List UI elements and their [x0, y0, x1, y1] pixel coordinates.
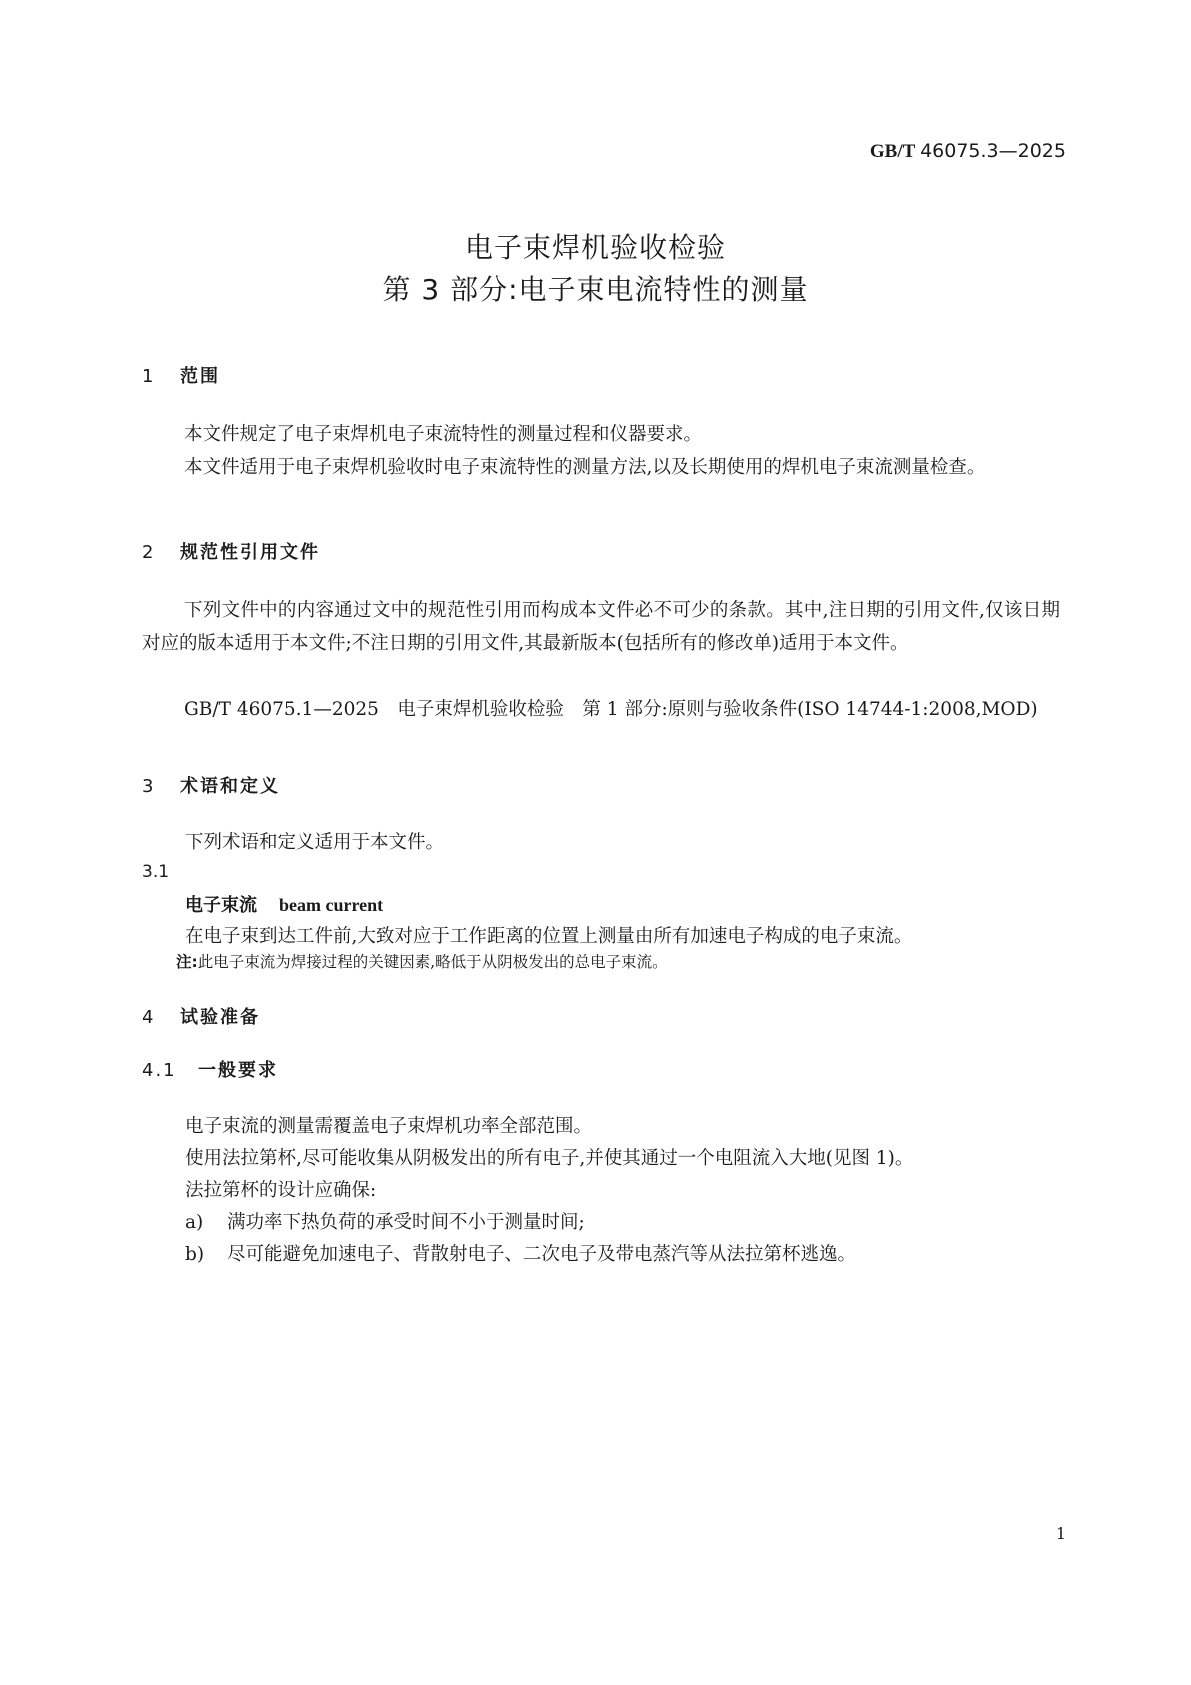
- term-number: 3.1: [142, 862, 170, 882]
- term-english: beam current: [279, 895, 384, 915]
- section-4-heading: [142, 1003, 260, 1029]
- code-number: 46075.3—2025: [920, 140, 1066, 162]
- term-entry: [185, 891, 383, 917]
- section-1-title: 范围: [180, 366, 220, 387]
- title-line-1: 电子束焊机验收检验: [464, 231, 726, 264]
- section-3-heading: [142, 772, 280, 798]
- section-3-title: 术语和定义: [180, 776, 280, 797]
- section-1-number: 1: [142, 366, 156, 387]
- list-marker: a): [185, 1212, 204, 1233]
- note-text: 此电子束流为焊接过程的关键因素,略低于从阴极发出的总电子束流。: [197, 953, 668, 971]
- section-1-paragraph-1: 本文件规定了电子束焊机电子束流特性的测量过程和仪器要求。: [184, 424, 703, 445]
- list-text: 满功率下热负荷的承受时间不小于测量时间;: [227, 1212, 585, 1233]
- section-2-title: 规范性引用文件: [180, 542, 320, 563]
- subsection-4-1-number: 4.1: [142, 1060, 177, 1081]
- subsection-4-1-heading: [142, 1056, 278, 1082]
- section-2-paragraph-1: 下列文件中的内容通过文中的规范性引用而构成本文件必不可少的条款。其中,注日期的引用文件,仅该日期对应的版本适用于本文件;不注日期的引用文件,其最新版本(包括所有的修改单)适用于本文件。: [142, 600, 1060, 654]
- normative-reference: GB/T 46075.1—2025 电子束焊机验收检验 第 1 部分:原则与验收条件(ISO 14744-1:2008,MOD): [184, 699, 1038, 720]
- section-4-paragraph-2: 使用法拉第杯,尽可能收集从阴极发出的所有电子,并使其通过一个电阻流入大地(见图 1)。: [185, 1148, 914, 1169]
- section-4-paragraph-3: 法拉第杯的设计应确保:: [185, 1180, 377, 1201]
- note-label: 注:: [176, 953, 198, 971]
- term-chinese: 电子束流: [185, 895, 257, 916]
- section-3-paragraph-1: 下列术语和定义适用于本文件。: [185, 832, 445, 853]
- term-note: [176, 950, 668, 972]
- subsection-4-1-title: 一般要求: [198, 1060, 278, 1081]
- list-text: 尽可能避免加速电子、背散射电子、二次电子及带电蒸汽等从法拉第杯逃逸。: [227, 1244, 857, 1265]
- list-marker: b): [185, 1244, 205, 1265]
- code-prefix: GB/T: [869, 141, 916, 162]
- section-3-number: 3: [142, 776, 156, 797]
- section-1-heading: [142, 362, 220, 388]
- term-definition: 在电子束到达工件前,大致对应于工作距离的位置上测量由所有加速电子构成的电子束流。: [185, 926, 913, 947]
- title-line-2: 第 3 部分:电子束电流特性的测量: [382, 273, 809, 306]
- section-2-number: 2: [142, 542, 156, 563]
- section-4-title: 试验准备: [180, 1007, 260, 1028]
- section-2-heading: [142, 538, 320, 564]
- section-4-paragraph-1: 电子束流的测量需覆盖电子束焊机功率全部范围。: [185, 1116, 593, 1137]
- list-item: [185, 1208, 585, 1234]
- document-code: [870, 140, 1066, 163]
- section-4-number: 4: [142, 1007, 156, 1028]
- section-1-paragraph-2: 本文件适用于电子束焊机验收时电子束流特性的测量方法,以及长期使用的焊机电子束流测量检查。: [184, 457, 986, 478]
- list-item: [185, 1240, 856, 1266]
- page-number: 1: [1055, 1524, 1066, 1543]
